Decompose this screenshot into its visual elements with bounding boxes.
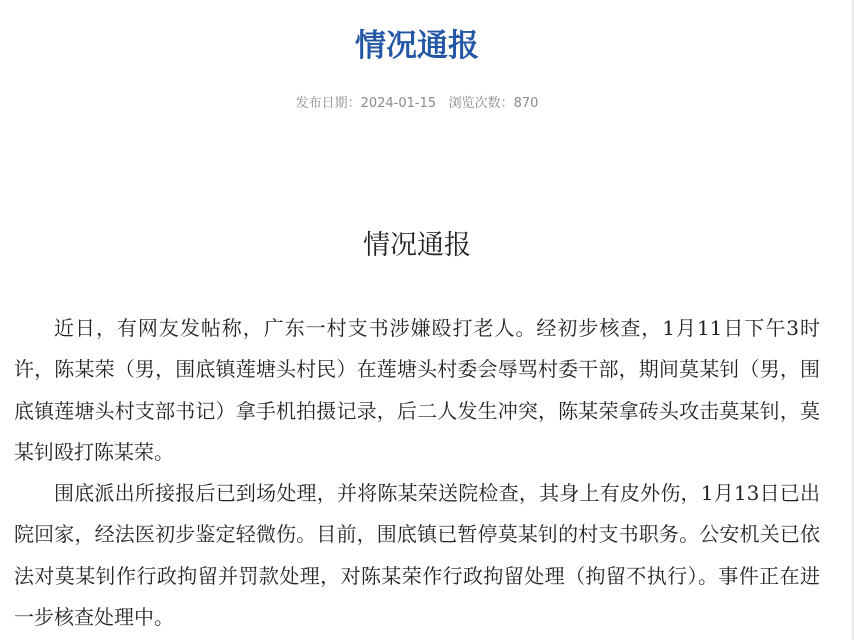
view-count-label: 浏览次数： [448, 96, 514, 111]
paragraph-1: 近日，有网友发帖称，广东一村支书涉嫌殴打老人。经初步核查，1月11日下午3时许，陈某荣（男，围底镇莲塘头村民）在莲塘头村委会辱骂村委干部，期间莫某钊（男，围底镇莲塘头村支部书记）拿手机拍摄记录，后二人发生冲突，陈某荣拿砖头攻击莫某钊，莫某钊殴打陈某荣。 [14, 316, 820, 464]
document-title: 情况通报 [363, 230, 471, 261]
article-body [14, 308, 820, 638]
article-meta [0, 94, 834, 114]
publish-date: 2024-01-15 [360, 96, 437, 111]
view-count: 870 [513, 96, 539, 111]
paragraph-2: 围底派出所接报后已到场处理，并将陈某荣送院检查，其身上有皮外伤，1月13日已出院回家，经法医初步鉴定轻微伤。目前，围底镇已暂停莫某钊的村支书职务。公安机关已依法对莫某钊作行政拘留并罚款处理，对陈某荣作行政拘留处理（拘留不执行）。事件正在进一步核查处理中。 [14, 481, 820, 630]
publish-date-label: 发布日期： [295, 96, 361, 111]
page-title: 情况通报 [355, 28, 479, 64]
